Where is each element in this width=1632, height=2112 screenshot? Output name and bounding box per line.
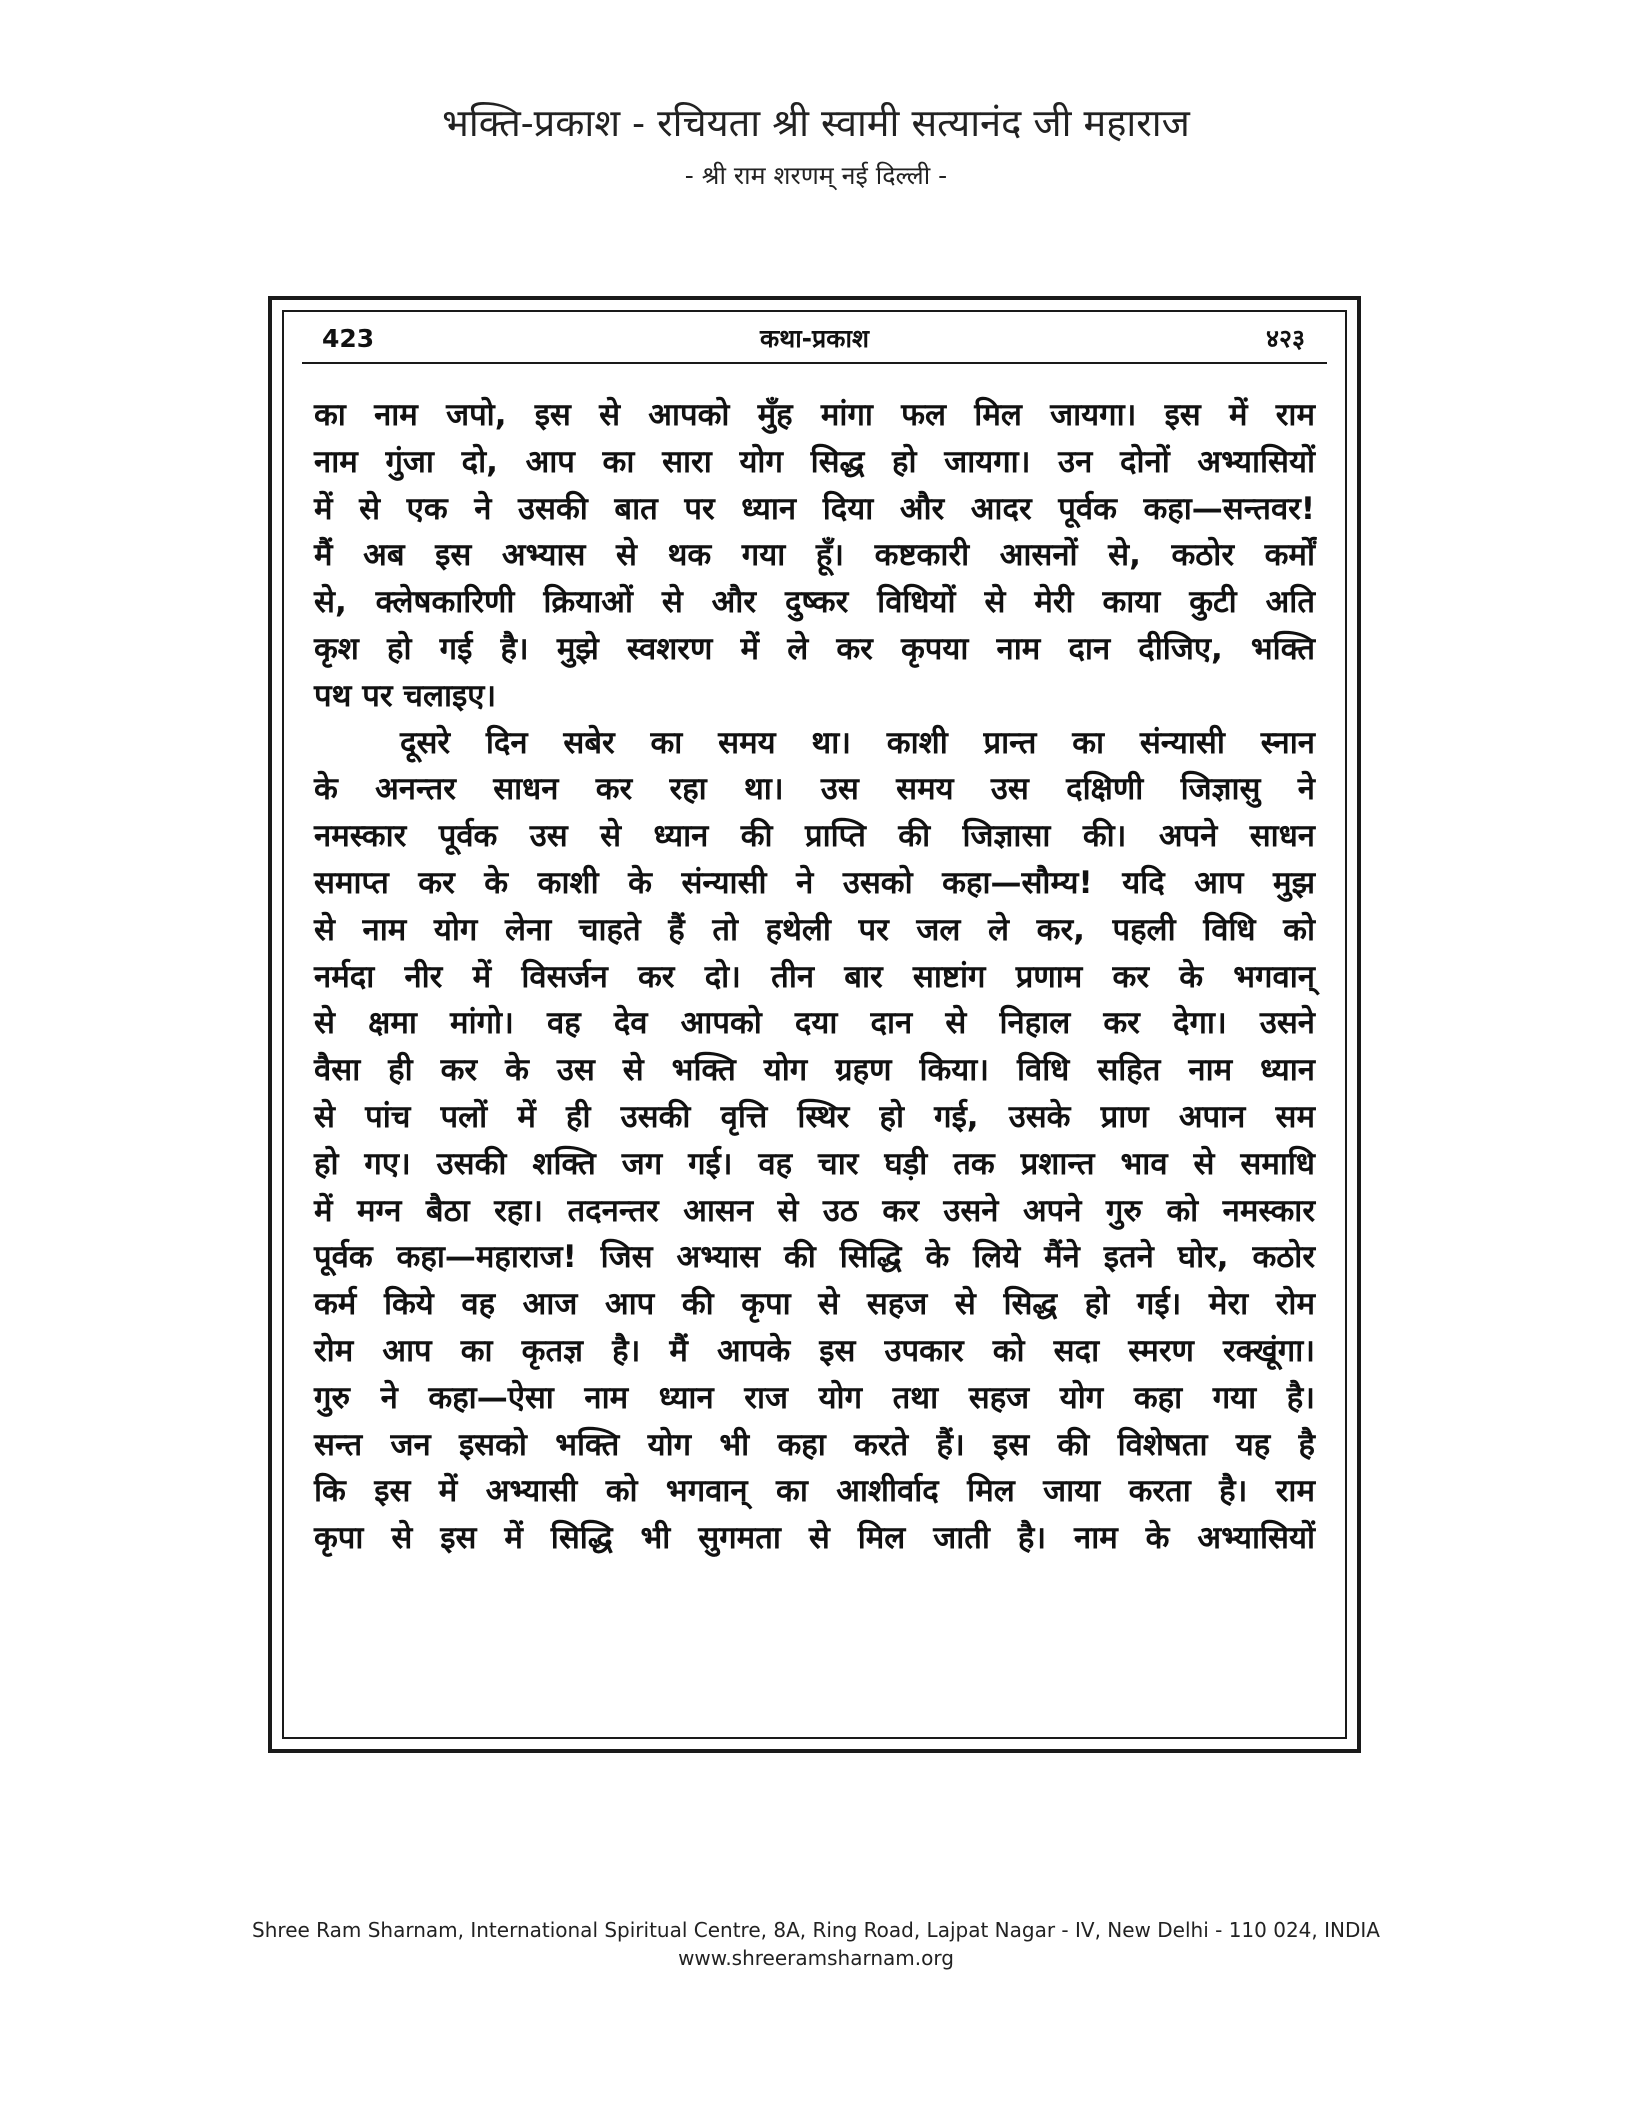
text-line: के अनन्तर साधन कर रहा था। उस समय उस दक्षिणी जिज्ञासु ने	[314, 771, 1315, 808]
text-line: मैं अब इस अभ्यास से थक गया हूँ। कष्टकारी आसनों से, कठोर कर्मों	[314, 537, 1315, 574]
paragraph-start-line: दूसरे दिन सबेर का समय था। काशी प्रान्त का संन्यासी स्नान	[400, 724, 1315, 761]
text-line: पूर्वक कहा—महाराज! जिस अभ्यास की सिद्धि के लिये मैंने इतने घोर, कठोर	[314, 1239, 1315, 1276]
text-line: से क्षमा मांगो। वह देव आपको दया दान से निहाल कर देगा। उसने	[314, 1005, 1315, 1042]
text-line: समाप्त कर के काशी के संन्यासी ने उसको कहा—सौम्य! यदि आप मुझ	[314, 864, 1315, 901]
page-number-devanagari: ४२३	[1265, 324, 1305, 353]
body-text	[314, 392, 1315, 1562]
text-line: वैसा ही कर के उस से भक्ति योग ग्रहण किया। विधि सहित नाम ध्यान	[314, 1052, 1315, 1089]
running-head	[302, 316, 1327, 364]
text-line: नर्मदा नीर में विसर्जन कर दो। तीन बार साष्टांग प्रणाम कर के भगवान्	[314, 958, 1315, 995]
text-line: नाम गुंजा दो, आप का सारा योग सिद्ध हो जायगा। उन दोनों अभ्यासियों	[314, 443, 1315, 480]
page-footer	[0, 1916, 1632, 1972]
text-line: से, क्लेषकारिणी क्रियाओं से और दुष्कर विधियों से मेरी काया कुटी अति	[314, 584, 1315, 621]
text-line: से नाम योग लेना चाहते हैं तो हथेली पर जल ले कर, पहली विधि को	[314, 911, 1315, 948]
page-frame-inner	[282, 310, 1347, 1739]
running-head-title: कथा-प्रकाश	[760, 324, 869, 353]
book-title: भक्ति-प्रकाश - रचियता श्री स्वामी सत्यानंद जी महाराज	[442, 101, 1190, 145]
text-line: में से एक ने उसकी बात पर ध्यान दिया और आदर पूर्वक कहा—सन्तवर!	[314, 490, 1315, 527]
text-line: सन्त जन इसको भक्ति योग भी कहा करते हैं। इस की विशेषता यह है	[314, 1426, 1315, 1463]
page-number: 423	[322, 324, 375, 353]
text-line: से पांच पलों में ही उसकी वृत्ति स्थिर हो गई, उसके प्राण अपान सम	[314, 1098, 1315, 1135]
text-line: कर्म किये वह आज आप की कृपा से सहज से सिद्ध हो गई। मेरा रोम	[314, 1286, 1315, 1323]
text-line: नमस्कार पूर्वक उस से ध्यान की प्राप्ति की जिज्ञासा की। अपने साधन	[314, 818, 1315, 855]
footer-website: www.shreeramsharnam.org	[678, 1946, 954, 1970]
publisher-line: - श्री राम शरणम् नई दिल्ली -	[684, 161, 948, 190]
page-header	[0, 98, 1632, 196]
text-line: गुरु ने कहा—ऐसा नाम ध्यान राज योग तथा सहज योग कहा गया है।	[314, 1379, 1315, 1416]
text-line: पथ पर चलाइए।	[314, 677, 497, 714]
text-line: कृश हो गई है। मुझे स्वशरण में ले कर कृपया नाम दान दीजिए, भक्ति	[314, 630, 1315, 667]
text-line: का नाम जपो, इस से आपको मुँह मांगा फल मिल जायगा। इस में राम	[314, 397, 1315, 433]
text-line: कि इस में अभ्यासी को भगवान् का आशीर्वाद मिल जाया करता है। राम	[314, 1473, 1315, 1510]
footer-address: Shree Ram Sharnam, International Spiritual Centre, 8A, Ring Road, Lajpat Nagar - IV, New Delhi - 110 024, INDIA	[252, 1918, 1380, 1942]
text-line: हो गए। उसकी शक्ति जग गई। वह चार घड़ी तक प्रशान्त भाव से समाधि	[314, 1145, 1315, 1182]
text-line: रोम आप का कृतज्ञ है। मैं आपके इस उपकार को सदा स्मरण रक्खूंगा।	[314, 1332, 1315, 1369]
page-frame	[268, 296, 1361, 1753]
text-line: कृपा से इस में सिद्धि भी सुगमता से मिल जाती है। नाम के अभ्यासियों	[314, 1520, 1315, 1557]
text-line: में मग्न बैठा रहा। तदनन्तर आसन से उठ कर उसने अपने गुरु को नमस्कार	[314, 1192, 1315, 1229]
